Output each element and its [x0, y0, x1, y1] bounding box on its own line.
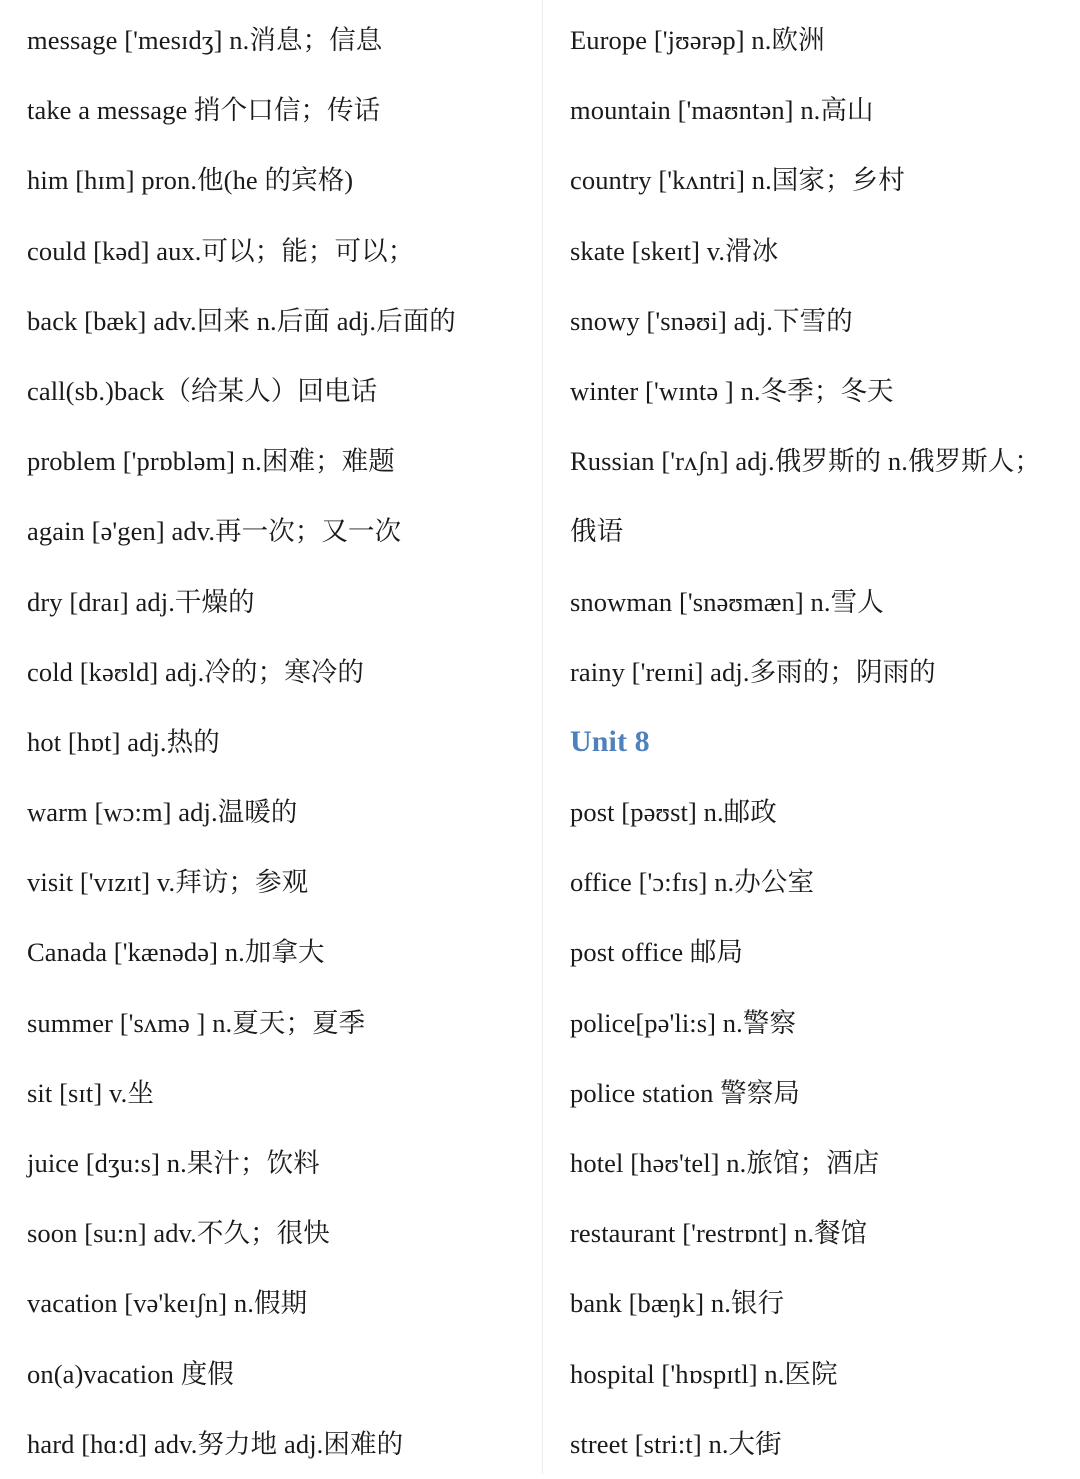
- column-divider: [542, 0, 543, 1474]
- vocab-entry: skate [skeɪt] v.滑冰: [570, 235, 779, 266]
- vocab-entry: hard [hɑ:d] adv.努力地 adj.困难的: [27, 1428, 404, 1459]
- vocab-entry: take a message 捎个口信；传话: [27, 95, 381, 126]
- vocab-entry: warm [wɔ:m] adj.温暖的: [27, 797, 298, 828]
- vocab-entry: restaurant ['restrɒnt] n.餐馆: [570, 1218, 868, 1249]
- vocab-entry-continuation: 俄语: [570, 516, 624, 547]
- vocab-entry: hot [hɒt] adj.热的: [27, 726, 220, 757]
- vocab-entry: snowy ['snəʊi] adj.下雪的: [570, 305, 853, 336]
- vocab-entry: post [pəʊst] n.邮政: [570, 797, 777, 828]
- vocab-entry: problem ['prɒbləm] n.困难；难题: [27, 446, 395, 477]
- vocab-entry: him [hɪm] pron.他(he 的宾格): [27, 165, 354, 196]
- vocab-entry: Canada ['kænədə] n.加拿大: [27, 937, 325, 968]
- vocab-entry: post office 邮局: [570, 937, 744, 968]
- vocab-entry: street [stri:t] n.大街: [570, 1428, 782, 1459]
- vocab-entry: on(a)vacation 度假: [27, 1358, 234, 1389]
- vocab-entry: could [kəd] aux.可以；能；可以；: [27, 235, 415, 266]
- vocab-entry: hospital ['hɒspɪtl] n.医院: [570, 1358, 838, 1389]
- vocab-entry: visit ['vɪzɪt] v.拜访；参观: [27, 867, 309, 898]
- vocab-entry: cold [kəʊld] adj.冷的；寒冷的: [27, 656, 364, 687]
- vocab-entry: police[pə'li:s] n.警察: [570, 1007, 797, 1038]
- vocab-entry: sit [sɪt] v.坐: [27, 1077, 154, 1108]
- vocab-entry: again [ə'gen] adv.再一次；又一次: [27, 516, 402, 547]
- unit-heading: Unit 8: [570, 724, 650, 758]
- vocab-entry: country ['kʌntri] n.国家；乡村: [570, 165, 905, 196]
- vocab-entry: soon [su:n] adv.不久；很快: [27, 1218, 330, 1249]
- vocab-entry: winter ['wɪntə ] n.冬季；冬天: [570, 375, 894, 406]
- vocab-entry: mountain ['maʊntən] n.高山: [570, 95, 874, 126]
- vocab-entry: vacation [və'keɪʃn] n.假期: [27, 1288, 308, 1319]
- vocab-entry: Russian ['rʌʃn] adj.俄罗斯的 n.俄罗斯人；: [570, 446, 1041, 477]
- vocab-column-right: [570, 5, 1075, 1479]
- vocab-entry: hotel [həʊ'tel] n.旅馆；酒店: [570, 1148, 880, 1178]
- vocab-entry: snowman ['snəʊmæn] n.雪人: [570, 586, 884, 617]
- vocab-entry: bank [bæŋk] n.银行: [570, 1288, 785, 1319]
- vocab-entry: dry [draɪ] adj.干燥的: [27, 586, 255, 617]
- vocab-entry: office ['ɔ:fɪs] n.办公室: [570, 867, 815, 898]
- vocab-entry: Europe ['jʊərəp] n.欧洲: [570, 25, 825, 55]
- vocab-entry: police station 警察局: [570, 1077, 800, 1108]
- vocab-entry: message ['mesɪdʒ] n.消息；信息: [27, 25, 383, 55]
- vocab-entry: juice [dʒu:s] n.果汁；饮料: [27, 1148, 320, 1178]
- vocab-entry: rainy ['reɪni] adj.多雨的；阴雨的: [570, 656, 936, 687]
- vocab-entry: call(sb.)back（给某人）回电话: [27, 375, 378, 406]
- vocab-entry: back [bæk] adv.回来 n.后面 adj.后面的: [27, 305, 456, 336]
- vocab-column-left: [27, 5, 532, 1479]
- vocab-entry: summer ['sʌmə ] n.夏天；夏季: [27, 1007, 366, 1038]
